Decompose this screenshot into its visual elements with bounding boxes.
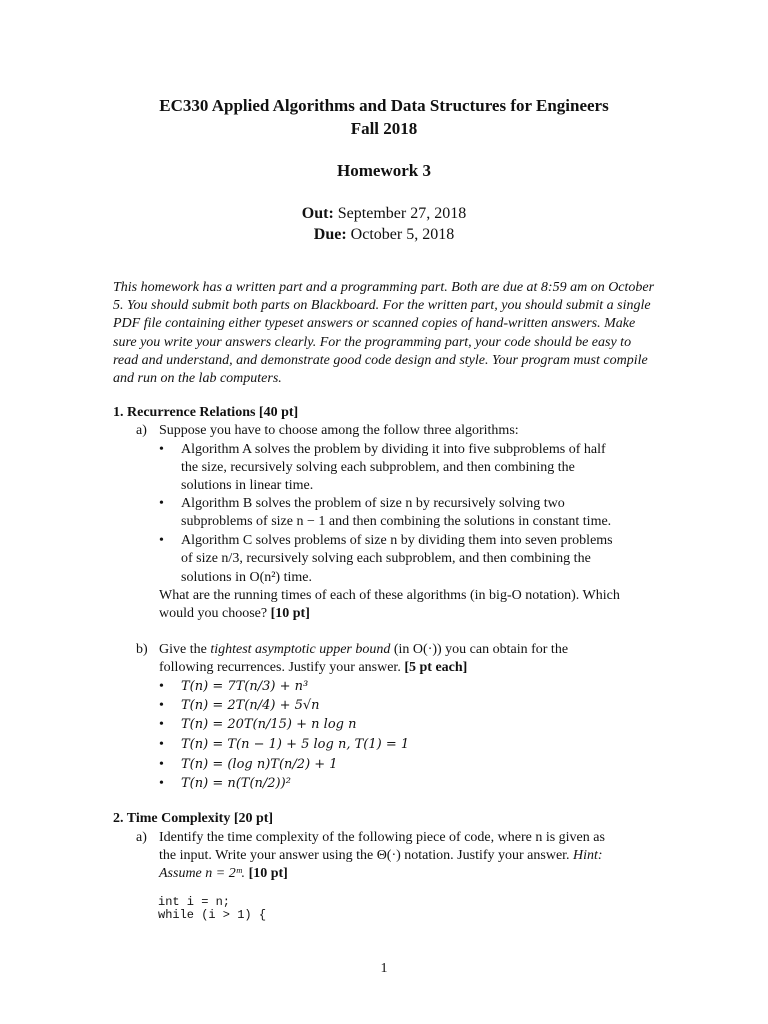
bullet-icon: • bbox=[159, 679, 164, 694]
intro-paragraph: This homework has a written part and a programming part. Both are due at 8:59 am on October 5. You should submit both parts on Blackboard. For the written part, you should submit a single PDF file containing either typeset answers or scanned copies of hand-written answers. Make sure you write your answers clearly. For the programming part, your code should be easy to read and understand, and demonstrate good code design and style. Your program must compile and run on the lab computers. bbox=[113, 280, 655, 387]
part-1b-line2-text: following recurrences. Justify your answer. bbox=[159, 660, 401, 675]
part-1a-question-line2 bbox=[159, 605, 310, 623]
assignment-title: Homework 3 bbox=[337, 161, 431, 180]
bullet-c-line3: solutions in O(n²) time. bbox=[181, 570, 312, 585]
recurrence-1: T(n) = 7T(n/3) + n³ bbox=[181, 679, 309, 694]
bullet-icon: • bbox=[159, 717, 164, 732]
bullet-a-line1: Algorithm A solves the problem by dividing it into five subproblems of half bbox=[181, 442, 606, 457]
bullet-icon: • bbox=[159, 533, 164, 548]
recurrence-5: T(n) = (log n)T(n/2) + 1 bbox=[181, 757, 338, 772]
bullet-icon: • bbox=[159, 496, 164, 511]
part-1b-emph: tightest asymptotic upper bound bbox=[210, 642, 391, 657]
bullet-c-line1: Algorithm C solves problems of size n by dividing them into seven problems bbox=[181, 533, 613, 548]
part-1b-line2 bbox=[159, 659, 467, 677]
recurrence-2: T(n) = 2T(n/4) + 5√n bbox=[181, 698, 320, 713]
due-label: Due: bbox=[313, 226, 347, 243]
recurrence-4: T(n) = T(n − 1) + 5 log n, T(1) = 1 bbox=[181, 737, 410, 752]
part-2a-label: a) bbox=[136, 830, 147, 845]
part-2a-line2-text: the input. Write your answer using the Θ(·) notation. Justify your answer. bbox=[159, 848, 570, 863]
bullet-b-line2: subproblems of size n − 1 and then combining the solutions in constant time. bbox=[181, 514, 612, 529]
part-1a-question-line1: What are the running times of each of these algorithms (in big-O notation). Which bbox=[159, 588, 620, 603]
bullet-a-line3: solutions in linear time. bbox=[181, 478, 314, 493]
recurrence-6: T(n) = n(T(n/2))² bbox=[181, 776, 291, 791]
part-1b-pre: Give the bbox=[159, 642, 207, 657]
bullet-icon: • bbox=[159, 737, 164, 752]
bullet-icon: • bbox=[159, 698, 164, 713]
part-2a-line2 bbox=[159, 847, 603, 865]
bullet-icon: • bbox=[159, 776, 164, 791]
bullet-c-line2: of size n/3, recursively solving each subproblem, and then combining the bbox=[181, 551, 591, 566]
bullet-icon: • bbox=[159, 757, 164, 772]
part-1b-post: (in O(·)) you can obtain for the bbox=[393, 642, 569, 657]
part-1b-label: b) bbox=[136, 642, 148, 657]
bullet-b-line1: Algorithm B solves the problem of size n by recursively solving two bbox=[181, 496, 565, 511]
term: Fall 2018 bbox=[350, 119, 418, 138]
section-2-title: Time Complexity [20 pt] bbox=[126, 811, 274, 826]
code-line-2: while (i > 1) { bbox=[158, 908, 267, 922]
points-label: [10 pt] bbox=[248, 866, 288, 881]
section-1-number: 1. bbox=[113, 405, 124, 420]
points-label: [10 pt] bbox=[270, 606, 310, 621]
question-text: would you choose? bbox=[159, 606, 268, 621]
part-1a-label: a) bbox=[136, 423, 147, 438]
part-1b-line1 bbox=[159, 641, 568, 659]
part-2a-line3 bbox=[159, 865, 288, 883]
section-2-number: 2. bbox=[113, 811, 124, 826]
hint-label: Hint: bbox=[573, 848, 603, 863]
hint-text: Assume n = 2ᵐ. bbox=[159, 866, 246, 881]
points-label: [5 pt each] bbox=[404, 660, 468, 675]
section-1-title: Recurrence Relations [40 pt] bbox=[127, 405, 299, 420]
course-title: EC330 Applied Algorithms and Data Structures for Engineers bbox=[159, 96, 609, 115]
bullet-icon: • bbox=[159, 442, 164, 457]
section-2-heading bbox=[113, 810, 273, 828]
page-number: 1 bbox=[380, 961, 388, 976]
due-line bbox=[0, 224, 768, 245]
out-date: September 27, 2018 bbox=[337, 205, 467, 222]
section-1-heading bbox=[113, 404, 298, 422]
out-line bbox=[0, 203, 768, 224]
bullet-a-line2: the size, recursively solving each subproblem, and then combining the bbox=[181, 460, 575, 475]
part-1a-stem: Suppose you have to choose among the follow three algorithms: bbox=[159, 423, 519, 438]
code-line-1: int i = n; bbox=[158, 895, 231, 909]
due-date: October 5, 2018 bbox=[350, 226, 455, 243]
part-2a-line1: Identify the time complexity of the following piece of code, where n is given as bbox=[159, 830, 605, 845]
out-label: Out: bbox=[301, 205, 334, 222]
recurrence-3: T(n) = 20T(n/15) + n log n bbox=[181, 717, 357, 732]
